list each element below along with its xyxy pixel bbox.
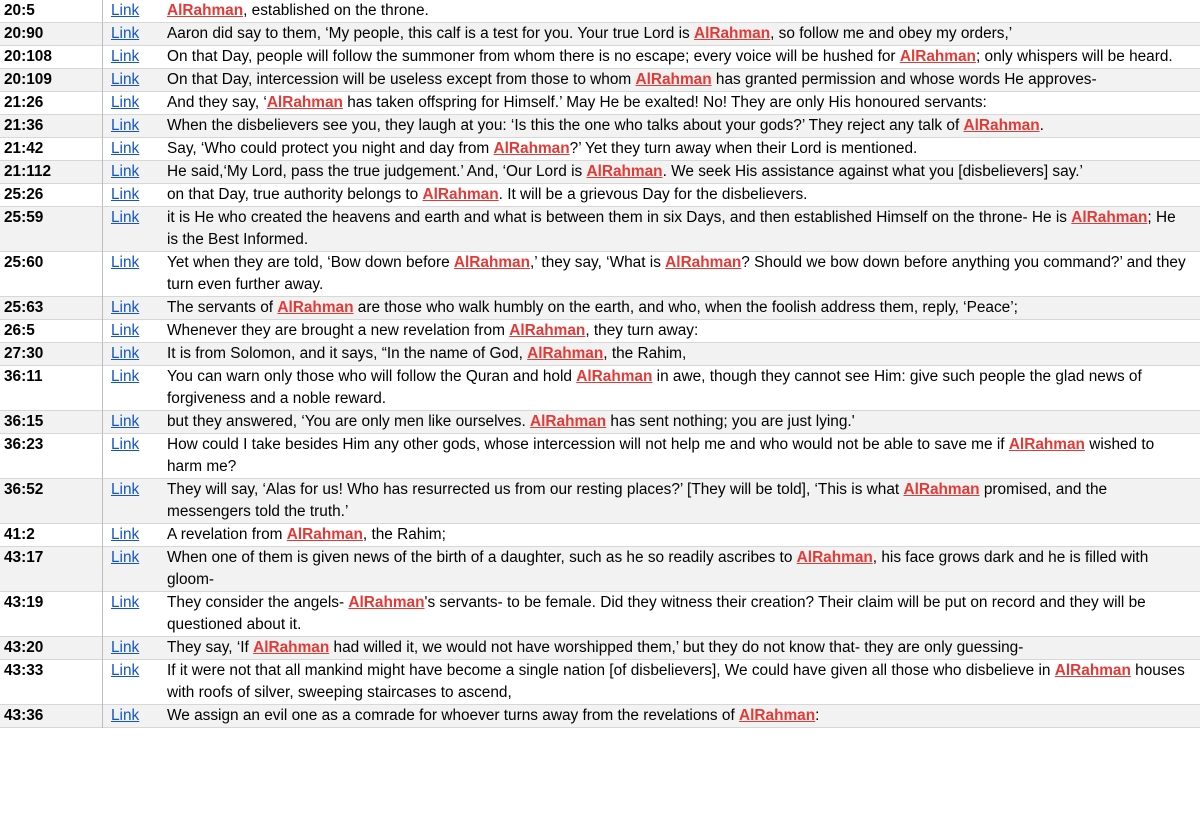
verse-row	[0, 479, 1200, 524]
highlighted-keyword: AlRahman	[348, 594, 425, 611]
highlighted-keyword: AlRahman	[739, 707, 816, 724]
verse-reference: 20:90	[0, 23, 103, 46]
verse-row	[0, 524, 1200, 547]
verse-link[interactable]: Link	[111, 707, 140, 724]
verse-text: Whenever they are brought a new revelation from AlRahman, they turn away:	[167, 322, 699, 339]
verse-row	[0, 92, 1200, 115]
highlighted-keyword: AlRahman	[266, 94, 343, 111]
verse-link-cell	[103, 46, 166, 69]
verse-link[interactable]: Link	[111, 299, 140, 316]
highlighted-keyword: AlRahman	[286, 526, 363, 543]
verse-link[interactable]: Link	[111, 209, 140, 226]
verse-link-cell	[103, 115, 166, 138]
verse-text: Aaron did say to them, ‘My people, this calf is a test for you. Your true Lord is AlRahman, so follow me and obey my orders,’	[167, 25, 1013, 42]
verse-text: They say, ‘If AlRahman had willed it, we would not have worshipped them,’ but they do not know that- they are only guessing-	[167, 639, 1024, 656]
verse-link-cell	[103, 23, 166, 46]
verse-row	[0, 138, 1200, 161]
verse-link-cell	[103, 69, 166, 92]
verse-link-cell	[103, 479, 166, 524]
verse-link[interactable]: Link	[111, 140, 140, 157]
verse-row	[0, 0, 1200, 23]
verse-reference: 36:52	[0, 479, 103, 524]
verse-reference: 43:36	[0, 705, 103, 728]
verse-reference: 36:15	[0, 411, 103, 434]
verse-row	[0, 46, 1200, 69]
verse-link[interactable]: Link	[111, 48, 140, 65]
highlighted-keyword: AlRahman	[1071, 209, 1148, 226]
verse-link-cell	[103, 434, 166, 479]
verse-text: When one of them is given news of the birth of a daughter, such as he so readily ascribes to AlRahman, his face grows dark and he is filled with gloom-	[167, 549, 1149, 588]
highlighted-keyword: AlRahman	[586, 163, 663, 180]
verse-link-cell	[103, 524, 166, 547]
verse-row	[0, 207, 1200, 252]
verse-row	[0, 297, 1200, 320]
verse-text: We assign an evil one as a comrade for whoever turns away from the revelations of AlRahman:	[167, 707, 820, 724]
verse-row	[0, 592, 1200, 637]
verse-row	[0, 115, 1200, 138]
verse-reference: 26:5	[0, 320, 103, 343]
verse-text: If it were not that all mankind might have become a single nation [of disbelievers], We could have given all those who disbelieve in AlRahman houses with roofs of silver, sweeping staircases to ascend,	[167, 662, 1185, 701]
verse-row	[0, 660, 1200, 705]
verse-link[interactable]: Link	[111, 186, 140, 203]
verse-row	[0, 252, 1200, 297]
verse-text: On that Day, people will follow the summoner from whom there is no escape; every voice will be hushed for AlRahman; only whispers will be heard.	[167, 48, 1173, 65]
highlighted-keyword: AlRahman	[576, 368, 653, 385]
verse-link-cell	[103, 411, 166, 434]
highlighted-keyword: AlRahman	[899, 48, 976, 65]
verse-text: on that Day, true authority belongs to AlRahman. It will be a grievous Day for the disbelievers.	[167, 186, 808, 203]
verse-row	[0, 69, 1200, 92]
verse-link[interactable]: Link	[111, 368, 140, 385]
verse-reference: 43:33	[0, 660, 103, 705]
verse-link-cell	[103, 547, 166, 592]
verse-link-cell	[103, 138, 166, 161]
highlighted-keyword: AlRahman	[530, 413, 607, 430]
highlighted-keyword: AlRahman	[493, 140, 570, 157]
verse-link[interactable]: Link	[111, 526, 140, 543]
highlighted-keyword: AlRahman	[167, 2, 244, 19]
highlighted-keyword: AlRahman	[1054, 662, 1131, 679]
verse-link[interactable]: Link	[111, 254, 140, 271]
verse-link[interactable]: Link	[111, 413, 140, 430]
verse-text: but they answered, ‘You are only men like ourselves. AlRahman has sent nothing; you are just lying.'	[167, 413, 855, 430]
verse-link[interactable]: Link	[111, 163, 140, 180]
verse-link[interactable]: Link	[111, 322, 140, 339]
highlighted-keyword: AlRahman	[1008, 436, 1085, 453]
verse-row	[0, 320, 1200, 343]
highlighted-keyword: AlRahman	[453, 254, 531, 271]
verse-link[interactable]: Link	[111, 117, 140, 134]
verse-reference: 43:17	[0, 547, 103, 592]
verse-text: When the disbelievers see you, they laugh at you: ‘Is this the one who talks about your gods?’ They reject any talk of AlRahman.	[167, 117, 1044, 134]
verse-link-cell	[103, 705, 166, 728]
verse-link[interactable]: Link	[111, 639, 140, 656]
highlighted-keyword: AlRahman	[253, 639, 330, 656]
verse-link[interactable]: Link	[111, 481, 140, 498]
verse-link-cell	[103, 366, 166, 411]
verse-text: Yet when they are told, ‘Bow down before AlRahman,’ they say, ‘What is AlRahman? Should we bow down before anything you command?’ and they turn even further away.	[167, 254, 1186, 293]
highlighted-keyword: AlRahman	[665, 254, 742, 271]
verse-reference: 21:42	[0, 138, 103, 161]
verse-row	[0, 366, 1200, 411]
verse-link[interactable]: Link	[111, 436, 140, 453]
verse-link[interactable]: Link	[111, 71, 140, 88]
verse-text: You can warn only those who will follow the Quran and hold AlRahman in awe, though they cannot see Him: give such people the glad news of forgiveness and a noble reward.	[167, 368, 1142, 407]
verse-reference: 43:19	[0, 592, 103, 637]
verse-reference: 20:109	[0, 69, 103, 92]
highlighted-keyword: AlRahman	[693, 25, 771, 42]
verse-link[interactable]: Link	[111, 662, 140, 679]
highlighted-keyword: AlRahman	[903, 481, 980, 498]
highlighted-keyword: AlRahman	[635, 71, 712, 88]
verse-link-cell	[103, 161, 166, 184]
verse-link-cell	[103, 0, 166, 23]
verse-link-cell	[103, 92, 166, 115]
verse-reference: 36:23	[0, 434, 103, 479]
verse-link[interactable]: Link	[111, 549, 140, 566]
highlighted-keyword: AlRahman	[422, 186, 499, 203]
highlighted-keyword: AlRahman	[796, 549, 873, 566]
highlighted-keyword: AlRahman	[527, 345, 604, 362]
verse-row	[0, 705, 1200, 728]
verse-text: It is from Solomon, and it says, “In the name of God, AlRahman, the Rahim,	[167, 345, 687, 362]
verse-reference: 20:108	[0, 46, 103, 69]
verse-reference: 25:59	[0, 207, 103, 252]
verse-reference: 25:63	[0, 297, 103, 320]
verse-row	[0, 184, 1200, 207]
verse-row	[0, 343, 1200, 366]
verse-reference: 25:60	[0, 252, 103, 297]
verse-link-cell	[103, 184, 166, 207]
highlighted-keyword: AlRahman	[277, 299, 354, 316]
verse-row	[0, 411, 1200, 434]
verse-reference: 20:5	[0, 0, 103, 23]
verse-text: On that Day, intercession will be useless except from those to whom AlRahman has granted permission and whose words He approves-	[167, 71, 1097, 88]
verse-link-cell	[103, 592, 166, 637]
verse-row	[0, 547, 1200, 592]
verse-link-cell	[103, 207, 166, 252]
verse-row	[0, 23, 1200, 46]
verse-reference: 27:30	[0, 343, 103, 366]
verse-text: They will say, ‘Alas for us! Who has resurrected us from our resting places?’ [They will be told], ‘This is what AlRahman promised, and the messengers told the truth.’	[167, 481, 1108, 520]
verse-link[interactable]: Link	[111, 25, 140, 42]
verse-link-cell	[103, 320, 166, 343]
verse-text: AlRahman, established on the throne.	[167, 2, 429, 19]
verse-link-cell	[103, 637, 166, 660]
verse-reference: 25:26	[0, 184, 103, 207]
verse-text: it is He who created the heavens and earth and what is between them in six Days, and then established Himself on the throne- He is AlRahman; He is the Best Informed.	[167, 209, 1176, 248]
verse-link[interactable]: Link	[111, 2, 140, 19]
verse-text: A revelation from AlRahman, the Rahim;	[167, 526, 446, 543]
verse-text: They consider the angels- AlRahman's servants- to be female. Did they witness their creation? Their claim will be put on record and they will be questioned about it.	[167, 594, 1146, 633]
verse-reference: 36:11	[0, 366, 103, 411]
verse-reference: 21:112	[0, 161, 103, 184]
verse-link[interactable]: Link	[111, 594, 140, 611]
verse-reference: 43:20	[0, 637, 103, 660]
verse-link-cell	[103, 660, 166, 705]
verse-text: Say, ‘Who could protect you night and day from AlRahman?’ Yet they turn away when their Lord is mentioned.	[167, 140, 918, 157]
highlighted-keyword: AlRahman	[509, 322, 586, 339]
verse-link-cell	[103, 297, 166, 320]
verse-text: And they say, ‘AlRahman has taken offspring for Himself.’ May He be exalted! No! They are only His honoured servants:	[167, 94, 987, 111]
verse-reference: 21:36	[0, 115, 103, 138]
verse-link[interactable]: Link	[111, 345, 140, 362]
verse-row	[0, 637, 1200, 660]
verse-link[interactable]: Link	[111, 94, 140, 111]
verse-row	[0, 161, 1200, 184]
verse-link-cell	[103, 343, 166, 366]
verse-text: The servants of AlRahman are those who walk humbly on the earth, and who, when the foolish address them, reply, ‘Peace’;	[167, 299, 1018, 316]
verse-link-cell	[103, 252, 166, 297]
verse-reference: 21:26	[0, 92, 103, 115]
verse-reference: 41:2	[0, 524, 103, 547]
verse-text: How could I take besides Him any other gods, whose intercession will not help me and who would not be able to save me if AlRahman wished to harm me?	[167, 436, 1155, 475]
highlighted-keyword: AlRahman	[963, 117, 1040, 134]
verse-text: He said,‘My Lord, pass the true judgement.’ And, ‘Our Lord is AlRahman. We seek His assistance against what you [disbelievers] say.’	[167, 163, 1083, 180]
verse-row	[0, 434, 1200, 479]
